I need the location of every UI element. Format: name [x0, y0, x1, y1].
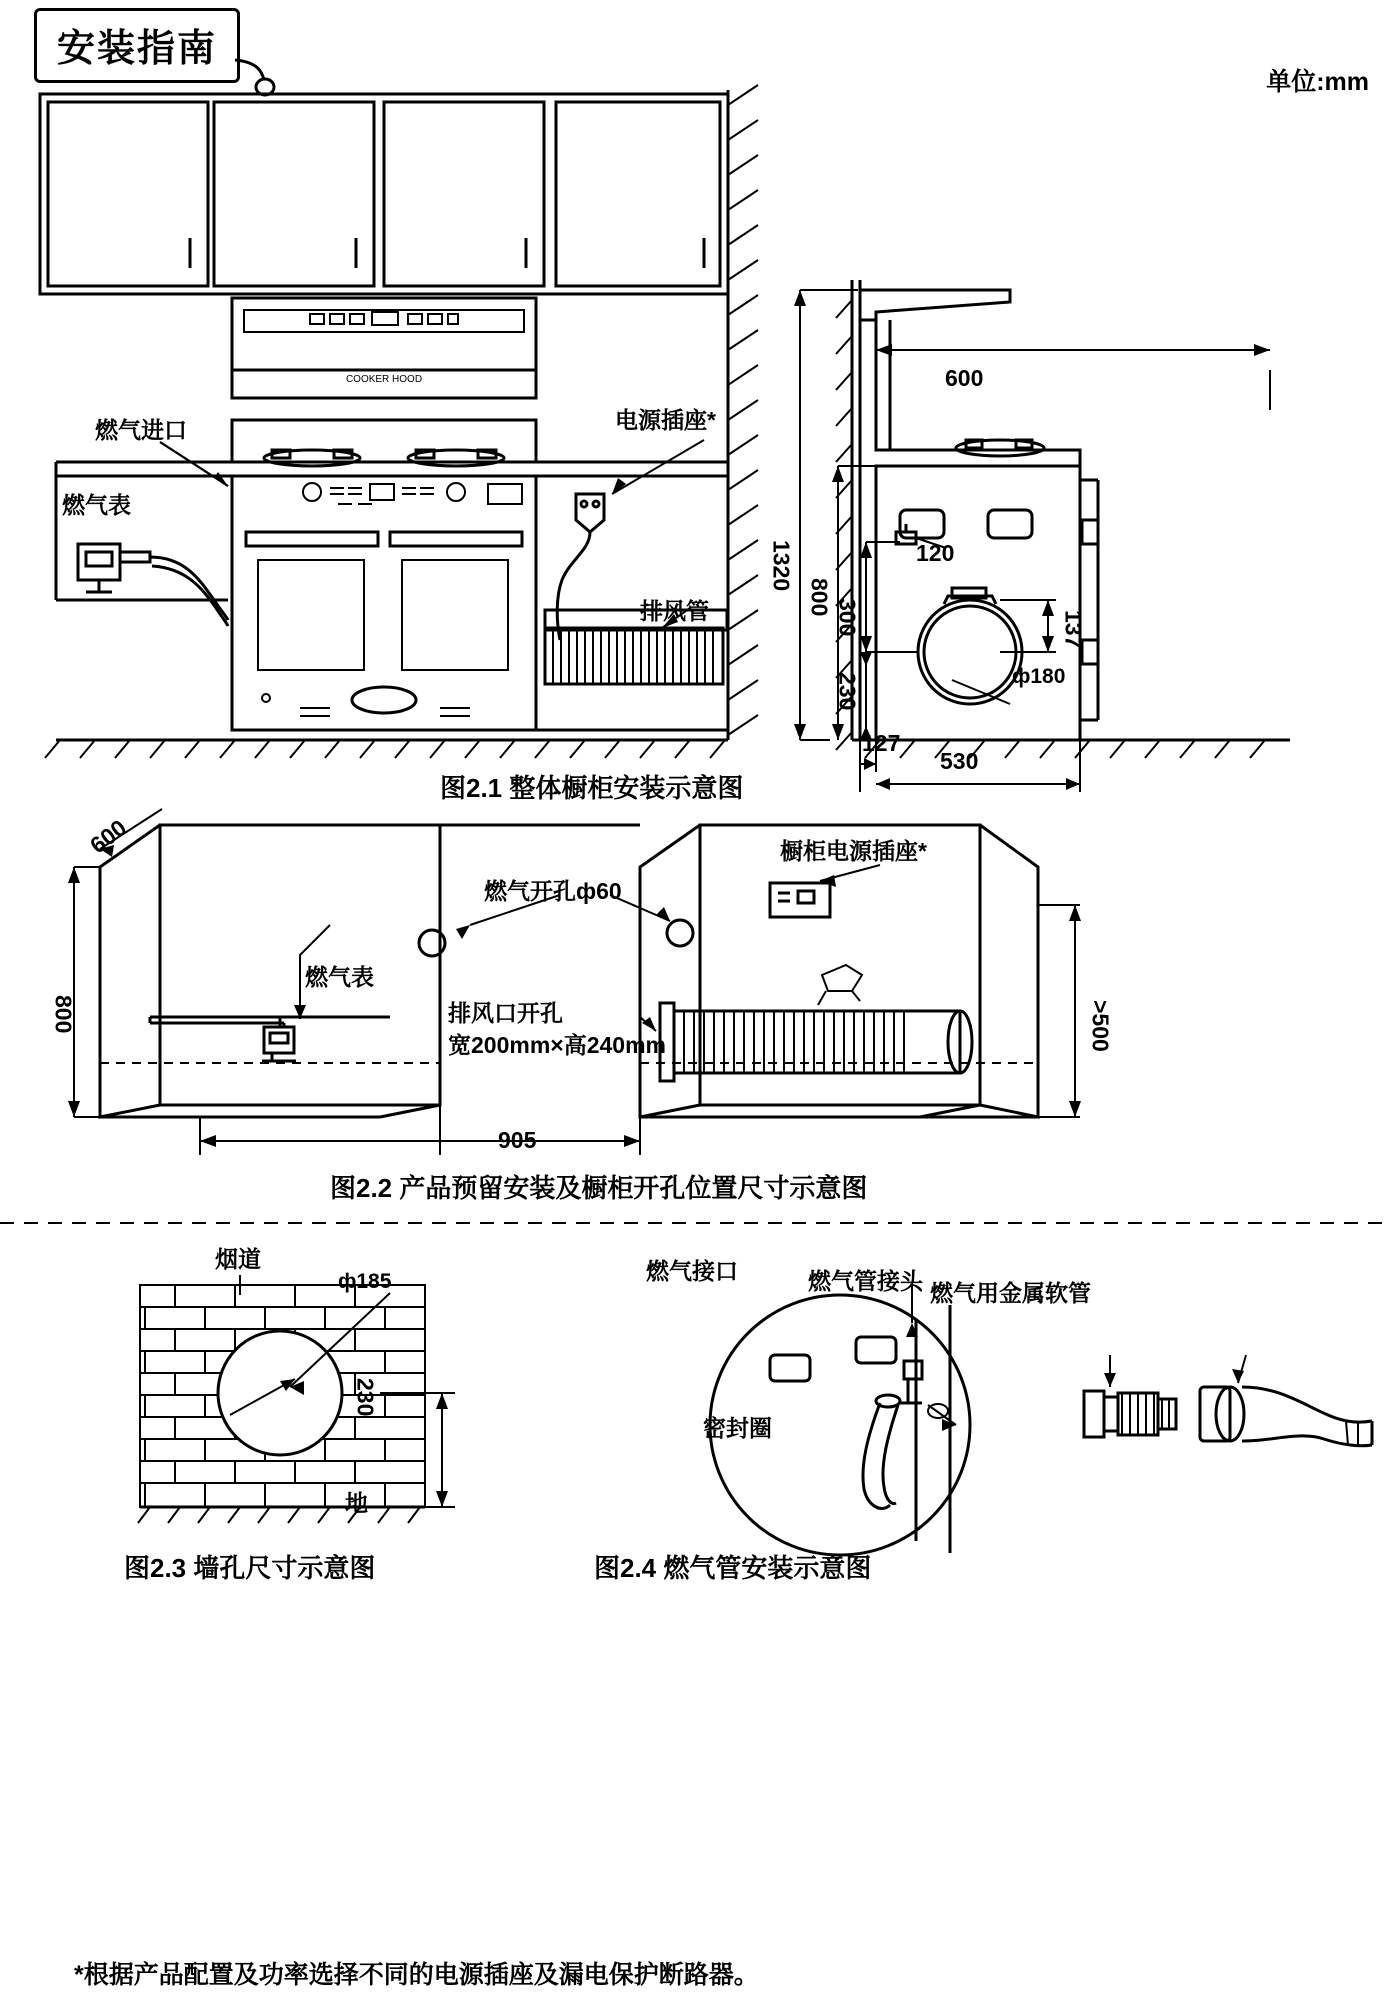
label-cabinet-socket: 橱柜电源插座* — [780, 838, 927, 864]
figure-2-3-caption: 图2.3 墙孔尺寸示意图 — [124, 1553, 376, 1583]
dim-500: >500 — [1087, 1000, 1114, 1052]
label-seal-ring: 密封圈 — [703, 1415, 772, 1441]
svg-text:COOKER HOOD: COOKER HOOD — [345, 374, 423, 385]
dim-185: ф185 — [338, 1270, 392, 1293]
label-gas-meter-fig2: 燃气表 — [305, 964, 374, 990]
label-exhaust-hole-line1: 排风口开孔 — [448, 1000, 563, 1026]
dim-800-fig2: 800 — [50, 995, 77, 1034]
label-ground: 地 — [345, 1490, 368, 1516]
footnote: *根据产品配置及功率选择不同的电源插座及漏电保护断路器。 — [74, 1961, 759, 1989]
dim-530: 530 — [940, 748, 979, 774]
label-power-socket: 电源插座* — [615, 407, 716, 433]
label-exhaust-hole-line2: 宽200mm×高240mm — [448, 1032, 666, 1058]
figure-2-4-caption: 图2.4 燃气管安装示意图 — [594, 1553, 872, 1583]
label-gas-connector: 燃气接口 — [646, 1258, 738, 1284]
dim-120: 120 — [916, 540, 955, 566]
figure-2-1-drawing — [0, 80, 1391, 840]
label-metal-hose: 燃气用金属软管 — [930, 1280, 1091, 1306]
label-flue: 烟道 — [215, 1246, 261, 1272]
page-title: 安装指南 — [57, 28, 218, 70]
dim-230-fig3: 230 — [352, 1378, 379, 1417]
unit-label: 单位:mm — [1266, 68, 1369, 96]
dim-300: 300 — [834, 598, 861, 637]
label-exhaust-pipe: 排风管 — [640, 598, 709, 624]
dim-180: ф180 — [1012, 665, 1066, 688]
dim-905: 905 — [498, 1127, 537, 1153]
dim-800-fig1: 800 — [806, 578, 833, 617]
label-pipe-joint: 燃气管接头 — [808, 1268, 923, 1294]
figure-2-1-caption: 图2.1 整体橱柜安装示意图 — [440, 773, 744, 803]
dim-600-fig1: 600 — [945, 365, 984, 391]
figure-2-2-caption: 图2.2 产品预留安装及橱柜开孔位置尺寸示意图 — [330, 1173, 868, 1203]
dim-230-fig1: 230 — [834, 672, 861, 711]
dim-127: 127 — [862, 730, 901, 756]
label-gas-inlet: 燃气进口 — [95, 417, 187, 443]
dim-137: 137 — [1060, 610, 1087, 649]
label-gas-meter: 燃气表 — [62, 492, 131, 518]
section-divider — [0, 1218, 1391, 1228]
dim-600-fig2: 600 — [85, 814, 132, 859]
figure-2-2-drawing — [0, 805, 1391, 1185]
dim-1320: 1320 — [768, 540, 795, 592]
label-gas-hole: 燃气开孔ф60 — [484, 878, 622, 904]
